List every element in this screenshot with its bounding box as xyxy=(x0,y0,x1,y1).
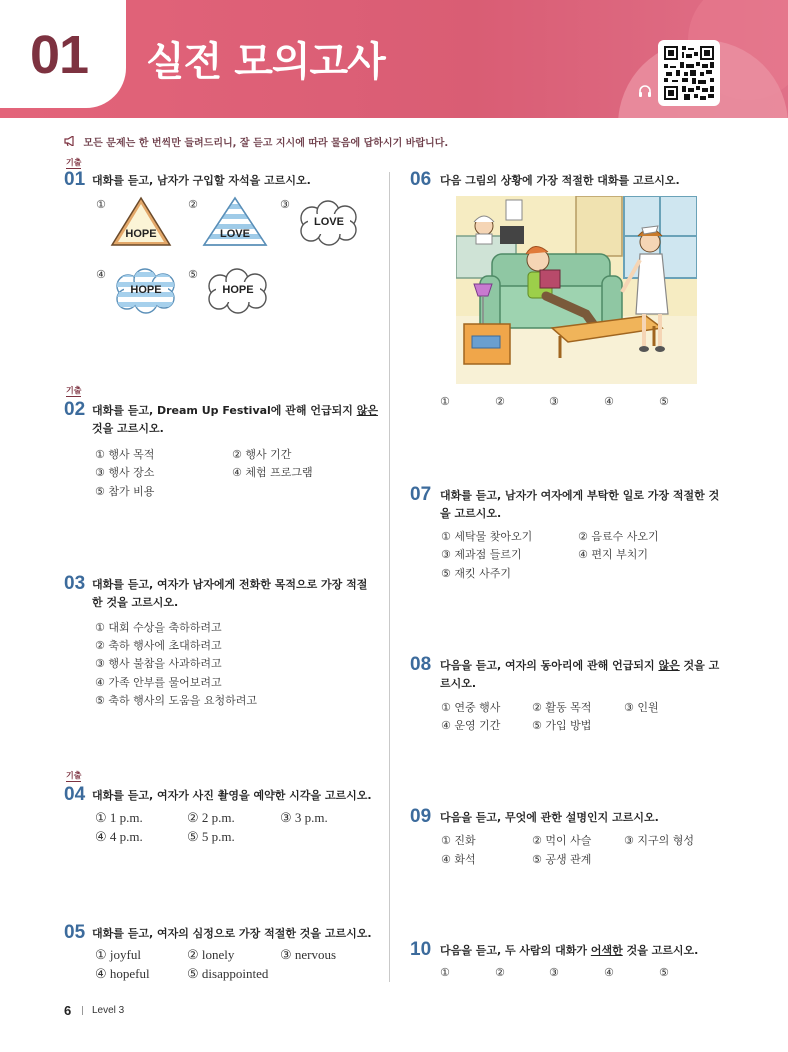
answer-option[interactable]: ① 세탁물 찾아오기 xyxy=(441,530,533,543)
answer-option[interactable]: ⑤ 참가 비용 xyxy=(95,485,155,498)
question-number: 07 xyxy=(410,484,432,505)
answer-option[interactable]: ② 축하 행사에 초대하려고 xyxy=(95,639,222,652)
option-mark[interactable]: ③ xyxy=(280,198,290,211)
answer-option[interactable]: ④ 운영 기간 xyxy=(441,719,501,732)
answer-option[interactable]: ③ xyxy=(549,395,559,408)
footer-divider xyxy=(82,1006,83,1015)
headphone-icon xyxy=(638,84,652,102)
answer-option[interactable]: ④ 가족 안부를 물어보려고 xyxy=(95,676,222,689)
question-number: 05 xyxy=(64,922,86,943)
question-text: 대화를 듣고, 여자가 사진 촬영을 예약한 시각을 고르시오. xyxy=(92,789,372,802)
answer-option[interactable]: ⑤ 가입 방법 xyxy=(532,719,592,732)
option-mark[interactable]: ② xyxy=(188,198,198,211)
answer-option[interactable]: ③ 지구의 형성 xyxy=(624,834,694,847)
answer-option[interactable]: ① 진화 xyxy=(441,834,476,847)
question-number: 08 xyxy=(410,654,432,675)
answer-option[interactable]: ⑤ xyxy=(659,966,669,979)
sign-word: HOPE xyxy=(125,228,157,240)
option-mark[interactable]: ⑤ xyxy=(188,268,198,281)
answer-option[interactable]: ③ 행사 장소 xyxy=(95,466,155,479)
answer-option[interactable]: ⑤ xyxy=(659,395,669,408)
unit-number: 01 xyxy=(30,25,89,85)
question-text: 한 것을 고르시오. xyxy=(92,596,179,609)
answer-option[interactable]: ① 행사 목적 xyxy=(95,448,155,461)
answer-option[interactable]: ③ 제과점 들르기 xyxy=(441,548,522,561)
question-text: 대화를 듣고, 남자가 구입할 자석을 고르시오. xyxy=(92,174,311,187)
answer-option[interactable]: ② 행사 기간 xyxy=(232,448,292,461)
megaphone-icon xyxy=(64,138,79,149)
answer-option[interactable]: ① joyful xyxy=(95,947,141,962)
past-exam-tag: 기출 xyxy=(66,386,82,395)
question-text: 것을 고르시오. xyxy=(92,422,164,435)
past-exam-tag: 기출 xyxy=(66,158,82,167)
question-number: 10 xyxy=(410,939,432,960)
clinic-scene-illustration xyxy=(456,196,697,384)
level-label: Level 3 xyxy=(92,1005,125,1016)
option-mark[interactable]: ④ xyxy=(96,268,106,281)
page-title: 실전 모의고사 xyxy=(146,39,385,85)
question-text: 대화를 듣고, 남자가 여자에게 부탁한 일로 가장 적절한 것 xyxy=(440,489,720,502)
answer-option[interactable]: ② xyxy=(495,966,505,979)
question-text: 대화를 듣고, 여자가 남자에게 전화한 목적으로 가장 적절 xyxy=(92,578,368,591)
question-number: 02 xyxy=(64,399,86,420)
answer-option[interactable]: ⑤ disappointed xyxy=(187,966,269,981)
answer-option[interactable]: ② 음료수 사오기 xyxy=(578,530,659,543)
question-number: 04 xyxy=(64,784,86,805)
answer-option[interactable]: ② 2 p.m. xyxy=(187,810,235,825)
column-divider xyxy=(389,172,390,982)
question-number: 06 xyxy=(410,169,432,190)
qr-code-icon[interactable] xyxy=(664,46,714,100)
question-text: 대화를 듣고, Dream Up Festival에 관해 언급되지 않은 xyxy=(92,404,378,417)
answer-option[interactable]: ④ 4 p.m. xyxy=(95,829,143,844)
question-text: 다음을 듣고, 무엇에 관한 설명인지 고르시오. xyxy=(440,811,659,824)
triangle-sign-image xyxy=(202,196,268,248)
answer-option[interactable]: ④ 화석 xyxy=(441,853,476,866)
answer-option[interactable]: ④ hopeful xyxy=(95,966,150,981)
answer-option[interactable]: ① 대회 수상을 축하하려고 xyxy=(95,621,222,634)
triangle-sign-image xyxy=(110,196,172,248)
answer-option[interactable]: ⑤ 축하 행사의 도움을 요청하려고 xyxy=(95,694,257,707)
answer-option[interactable]: ① xyxy=(440,966,450,979)
page-number: 6 xyxy=(64,1003,72,1018)
question-number: 03 xyxy=(64,573,86,594)
question-text: 을 고르시오. xyxy=(440,507,502,520)
answer-option[interactable]: ④ 편지 부치기 xyxy=(578,548,648,561)
answer-option[interactable]: ① 1 p.m. xyxy=(95,810,143,825)
answer-option[interactable]: ④ xyxy=(604,966,614,979)
answer-option[interactable]: ① xyxy=(440,395,450,408)
answer-option[interactable]: ⑤ 공생 관계 xyxy=(532,853,592,866)
answer-option[interactable]: ③ nervous xyxy=(280,947,337,962)
answer-option[interactable]: ④ xyxy=(604,395,614,408)
answer-option[interactable]: ③ 인원 xyxy=(624,701,659,714)
question-text: 르시오. xyxy=(440,677,477,690)
answer-option[interactable]: ③ 3 p.m. xyxy=(280,810,328,825)
sign-word: LOVE xyxy=(314,216,344,228)
question-number: 01 xyxy=(64,169,86,190)
answer-option[interactable]: ⑤ 5 p.m. xyxy=(187,829,235,844)
answer-option[interactable]: ② xyxy=(495,395,505,408)
answer-option[interactable]: ② 활동 목적 xyxy=(532,701,592,714)
sign-word: HOPE xyxy=(222,284,254,296)
question-text: 다음을 듣고, 여자의 동아리에 관해 언급되지 않은 것을 고 xyxy=(440,659,720,672)
answer-option[interactable]: ① 연중 행사 xyxy=(441,701,501,714)
sign-word: LOVE xyxy=(220,228,250,240)
question-number: 09 xyxy=(410,806,432,827)
answer-option[interactable]: ⑤ 재킷 사주기 xyxy=(441,567,511,580)
answer-option[interactable]: ④ 체험 프로그램 xyxy=(232,466,313,479)
instruction-line xyxy=(64,134,448,149)
question-text: 대화를 듣고, 여자의 심정으로 가장 적절한 것을 고르시오. xyxy=(92,927,372,940)
option-mark[interactable]: ① xyxy=(96,198,106,211)
answer-option[interactable]: ② lonely xyxy=(187,947,235,962)
answer-option[interactable]: ③ 행사 불참을 사과하려고 xyxy=(95,657,222,670)
instruction-text: 모든 문제는 한 번씩만 들려드리니, 잘 듣고 지시에 따라 물음에 답하시기 바랍니다. xyxy=(83,138,449,149)
answer-option[interactable]: ③ xyxy=(549,966,559,979)
question-text: 다음 그림의 상황에 가장 적절한 대화를 고르시오. xyxy=(440,174,680,187)
question-text: 다음을 듣고, 두 사람의 대화가 어색한 것을 고르시오. xyxy=(440,944,699,957)
sign-word: HOPE xyxy=(130,284,162,296)
answer-option[interactable]: ② 먹이 사슬 xyxy=(532,834,592,847)
page-header xyxy=(0,0,788,118)
past-exam-tag: 기출 xyxy=(66,771,82,780)
